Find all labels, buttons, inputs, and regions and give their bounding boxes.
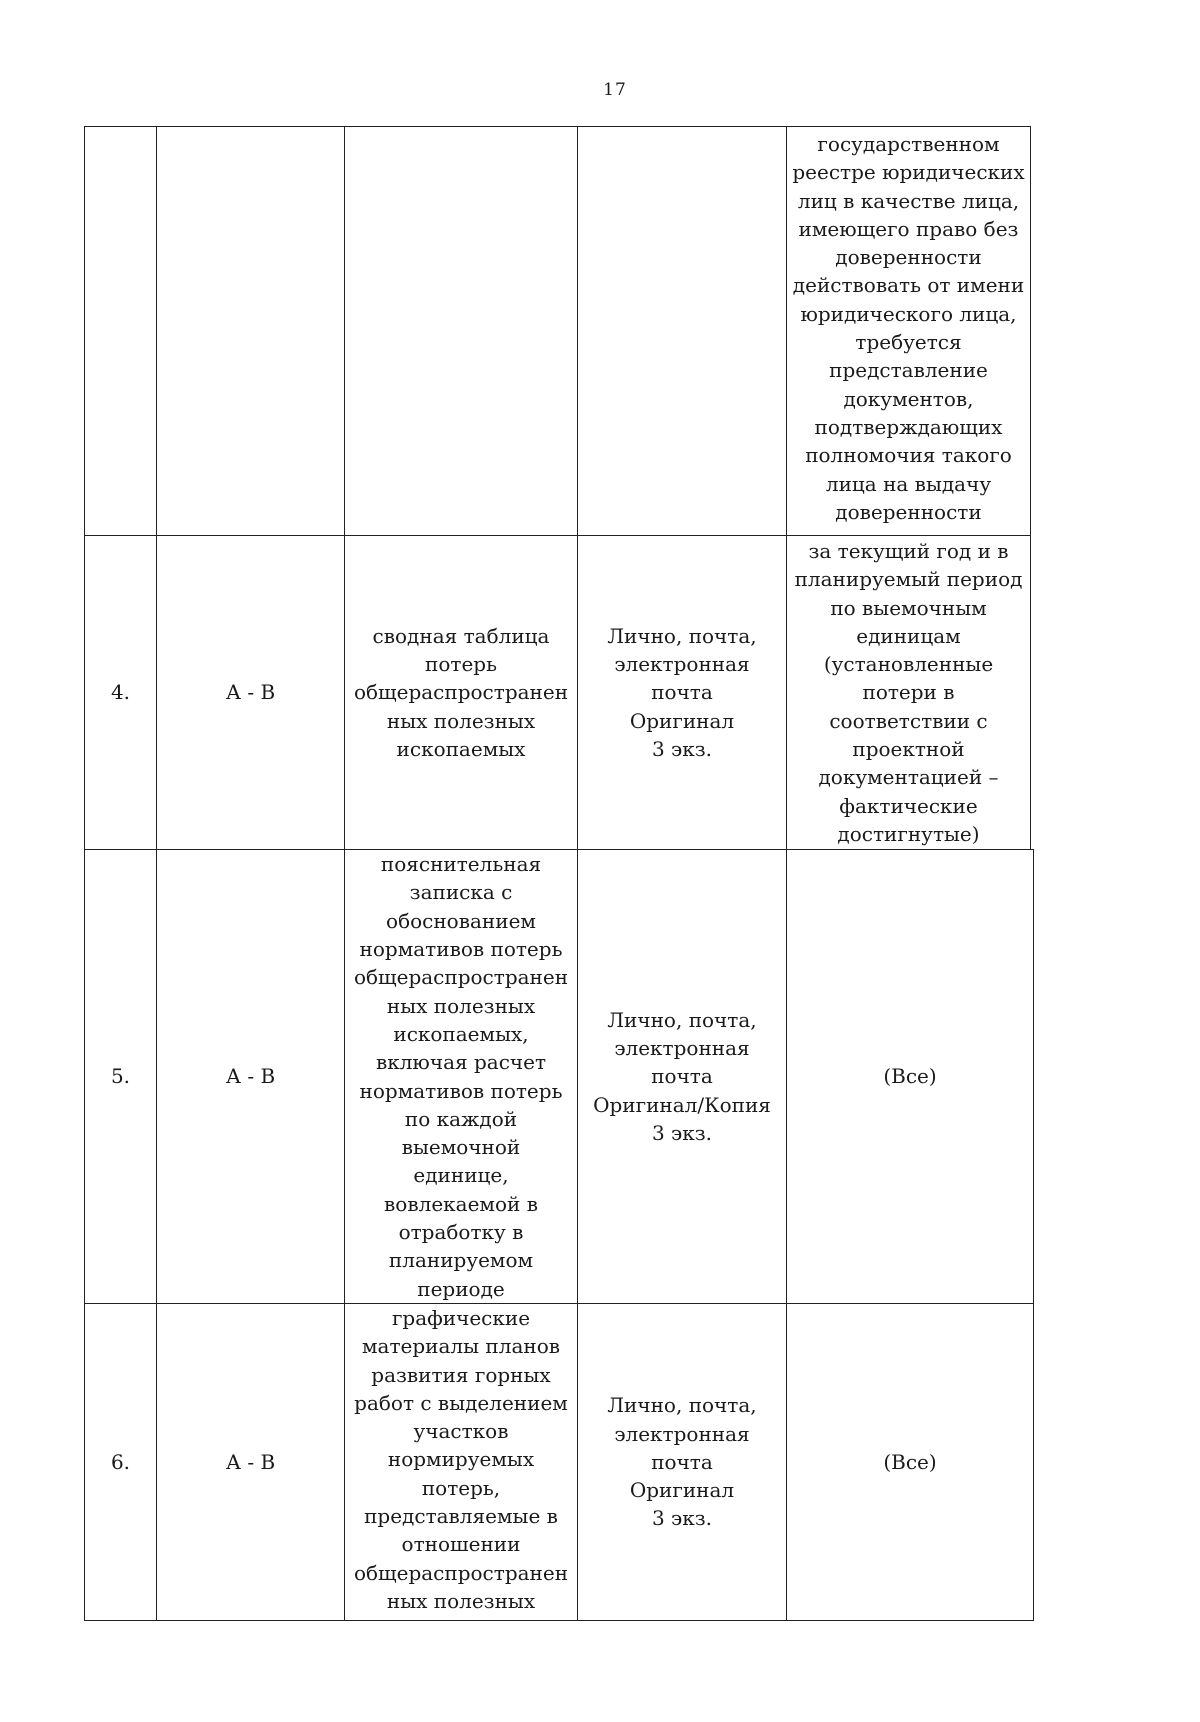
row-number-cell: [85, 127, 157, 536]
note-cell: за текущий год и в планируемый период по выемочным единицам (установленные потери в соответствии с проектной документацией – фактические достигнутые): [787, 536, 1031, 850]
table-row: [85, 127, 1031, 536]
note-cell: (Все): [787, 850, 1034, 1304]
note-cell: (Все): [787, 1304, 1034, 1621]
page-number: 17: [603, 80, 627, 100]
documents-table-segment-3: [84, 849, 1034, 1304]
row-number-cell: 5.: [85, 850, 157, 1304]
group-cell: А - В: [157, 536, 345, 850]
submission-method-cell: Лично, почта, электронная почта Оригинал 3 экз.: [578, 1304, 787, 1621]
group-cell: А - В: [157, 850, 345, 1304]
group-cell: [157, 127, 345, 536]
documents-table-segment-4: [84, 1303, 1034, 1621]
document-cell: графические материалы планов развития горных работ с выделением участков нормируемых потерь, представляемые в отношении общераспространен ных полезных: [345, 1304, 578, 1621]
submission-method-cell: Лично, почта, электронная почта Оригинал 3 экз.: [578, 536, 787, 850]
documents-table-segment-1: [84, 126, 1031, 536]
row-number-cell: 6.: [85, 1304, 157, 1621]
submission-method-cell: Лично, почта, электронная почта Оригинал/Копия 3 экз.: [578, 850, 787, 1304]
table-row: [85, 536, 1031, 850]
document-cell: пояснительная записка с обоснованием нормативов потерь общераспространен ных полезных ископаемых, включая расчет нормативов потерь по каждой выемочной единице, вовлекаемой в отработку в планируемом периоде: [345, 850, 578, 1304]
document-cell: сводная таблица потерь общераспространен ных полезных ископаемых: [345, 536, 578, 850]
table-row: [85, 850, 1034, 1304]
note-cell: государственном реестре юридических лиц в качестве лица, имеющего право без доверенности действовать от имени юридического лица, требуется представление документов, подтверждающих полномочия такого лица на выдачу доверенности: [787, 127, 1031, 536]
row-number-cell: 4.: [85, 536, 157, 850]
documents-table-segment-2: [84, 535, 1031, 850]
document-cell: [345, 127, 578, 536]
table-row: [85, 1304, 1034, 1621]
group-cell: А - В: [157, 1304, 345, 1621]
submission-method-cell: [578, 127, 787, 536]
